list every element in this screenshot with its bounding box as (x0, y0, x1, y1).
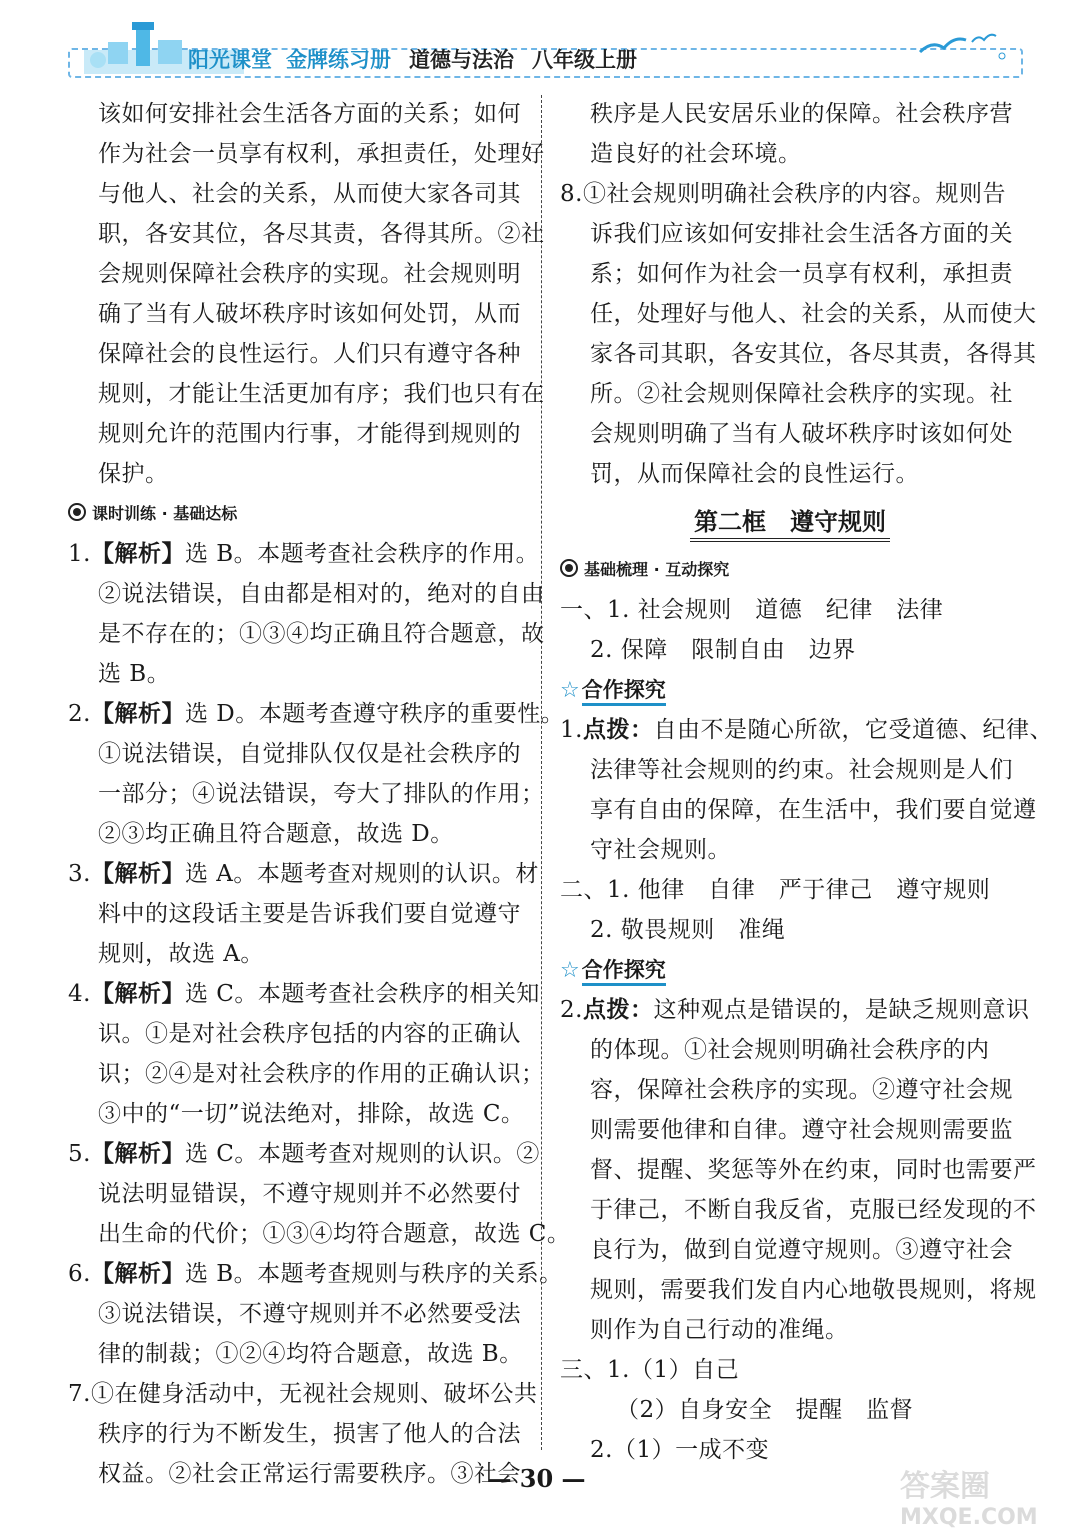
svg-text:答案圈: 答案圈 (900, 1469, 990, 1504)
text-line: 出生命的代价；①③④均符合题意，故选 C。 (98, 1221, 571, 1247)
answer-item (68, 534, 538, 574)
text-line: 作为社会一员享有权利，承担责任，处理好 (98, 141, 545, 167)
coop-label: 合作探究 (582, 678, 666, 706)
text-line: 所。②社会规则保障社会秩序的实现。社 (590, 381, 1013, 407)
answer-item: 8.①社会规则明确社会秩序的内容。规则告 (560, 181, 1006, 207)
answer-item (68, 1374, 538, 1414)
item-number: 3. (68, 861, 91, 887)
hint-tag: 点拨： (582, 716, 654, 743)
text-line: 职，各安其位，各尽其责，各得其所。②社 (98, 221, 545, 247)
analysis-tag: 【解析】 (90, 860, 185, 887)
text-line: 罚，从而保障社会的良性运行。 (590, 461, 919, 487)
page-number: — 30 — (487, 1464, 586, 1493)
item-text: ①在健身活动中，无视社会规则、破坏公共 (90, 1381, 538, 1407)
text-line: 享有自由的保障，在生活中，我们要自觉遵 (590, 797, 1037, 823)
text-line: 三、1.（1）自己 (560, 1357, 740, 1383)
text-line: 料中的这段话主要是告诉我们要自觉遵守 (98, 901, 521, 927)
text-line: 督、提醒、奖惩等外在约束，同时也需要严 (590, 1157, 1037, 1183)
text-line: ③说法错误，不遵守规则并不必然要受法 (98, 1301, 521, 1327)
text-line: 二、1. 他律 自律 严于律己 遵守规则 (560, 877, 991, 903)
frame-title-text: 第二框 遵守规则 (690, 508, 890, 542)
text-line: 会规则明确了当有人破坏秩序时该如何处 (590, 421, 1013, 447)
text-line: 造良好的社会环境。 (590, 141, 802, 167)
item-number: 5. (68, 1141, 91, 1167)
svg-text:MXQE.COM: MXQE.COM (900, 1505, 1038, 1530)
text-line: 识。①是对社会秩序包括的内容的正确认 (98, 1021, 521, 1047)
item-text: 这种观点是错误的，是缺乏规则意识 (653, 997, 1030, 1023)
text-line: 2.（1）一成不变 (590, 1437, 770, 1463)
item-number: 4. (68, 981, 91, 1007)
analysis-tag: 【解析】 (90, 1140, 185, 1167)
analysis-tag: 【解析】 (90, 540, 185, 567)
text-line: 容，保障社会秩序的实现。②遵守社会规 (590, 1077, 1013, 1103)
section-heading-practice (68, 494, 538, 534)
answer-item (560, 990, 1030, 1030)
text-line: 与他人、社会的关系，从而使大家各司其 (98, 181, 521, 207)
item-number: 6. (68, 1261, 91, 1287)
text-line: 保护。 (98, 461, 169, 487)
left-column (68, 94, 571, 1494)
bullet-icon (560, 559, 578, 577)
text-line: 一部分；④说法错误，夸大了排队的作用； (98, 781, 545, 807)
text-line: 法律等社会规则的约束。社会规则是人们 (590, 757, 1013, 783)
header-title (188, 44, 637, 74)
bullet-icon (68, 503, 86, 521)
header-subject: 道德与法治 (409, 48, 514, 72)
section-title: 基础梳理 · 互动探究 (584, 560, 730, 579)
item-text: 选 A。本题考查对规则的认识。材 (184, 861, 539, 887)
text-line: 会规则保障社会秩序的实现。社会规则明 (98, 261, 521, 287)
text-line: 权益。②社会正常运行需要秩序。③社会 (98, 1461, 521, 1487)
text-line: 说法明显错误，不遵守规则并不必然要付 (98, 1181, 521, 1207)
text-line: ③中的“一切”说法绝对，排除，故选 C。 (98, 1101, 525, 1127)
text-line: 规则，才能让生活更加有序；我们也只有在 (98, 381, 545, 407)
answer-item (68, 1254, 563, 1294)
analysis-tag: 【解析】 (90, 700, 185, 727)
analysis-tag: 【解析】 (90, 980, 185, 1007)
text-line: 则需要他律和自律。遵守社会规则需要监 (590, 1117, 1013, 1143)
text-line: 是不存在的；①③④均正确且符合题意，故 (98, 621, 545, 647)
item-number: 2. (560, 997, 583, 1023)
text-line: 则作为自己行动的准绳。 (590, 1317, 849, 1343)
watermark-logo-icon (880, 1460, 1060, 1530)
text-line: 2. 保障 限制自由 边界 (590, 637, 856, 663)
star-icon: ☆ (560, 678, 580, 703)
text-line: 该如何安排社会生活各方面的关系；如何 (98, 101, 521, 127)
coop-heading (560, 950, 1020, 990)
item-text: 选 C。本题考查社会秩序的相关知 (184, 981, 540, 1007)
text-line: 秩序的行为不断发生，损害了他人的合法 (98, 1421, 521, 1447)
text-line: 选 B。 (98, 661, 171, 687)
text-line: 于律己，不断自我反省，克服已经发现的不 (590, 1197, 1037, 1223)
text-line: 2. 敬畏规则 准绳 (590, 917, 786, 943)
text-line: ②说法错误，自由都是相对的，绝对的自由 (98, 581, 545, 607)
text-line: 规则允许的范围内行事，才能得到规则的 (98, 421, 521, 447)
text-line: 家各司其职，各安其位，各尽其责，各得其 (590, 341, 1037, 367)
hint-tag: 点拨： (582, 996, 654, 1023)
item-number: 7. (68, 1381, 91, 1407)
coop-label: 合作探究 (582, 958, 666, 986)
right-column (560, 94, 1053, 1470)
item-number: 1. (560, 717, 583, 743)
section-title: 课时训练 · 基础达标 (92, 504, 238, 523)
coop-heading (560, 670, 1020, 710)
text-line: 识；②④是对社会秩序的作用的正确认识； (98, 1061, 545, 1087)
text-line: 守社会规则。 (590, 837, 731, 863)
text-line: 任，处理好与他人、社会的关系，从而使大 (590, 301, 1037, 327)
analysis-tag: 【解析】 (90, 1260, 185, 1287)
text-line: ②③均正确且符合题意，故选 D。 (98, 821, 454, 847)
header-grade: 八年级上册 (532, 48, 637, 72)
frame-title (560, 494, 1020, 550)
text-line: ①说法错误，自觉排队仅仅是社会秩序的 (98, 741, 521, 767)
birds-icon (910, 22, 1010, 62)
text-line: 诉我们应该如何安排社会生活各方面的关 (590, 221, 1013, 247)
text-line: 规则，故选 A。 (98, 941, 264, 967)
item-text: 选 C。本题考查对规则的认识。② (184, 1141, 540, 1167)
star-icon: ☆ (560, 958, 580, 983)
answer-item (68, 694, 565, 734)
text-line: 规则，需要我们发自内心地敬畏规则，将规 (590, 1277, 1037, 1303)
page-header (68, 20, 1023, 82)
answer-item (68, 974, 538, 1014)
item-text: 自由不是随心所欲，它受道德、纪律、 (653, 717, 1053, 743)
text-line: 系；如何作为社会一员享有权利，承担责 (590, 261, 1013, 287)
text-line: 律的制裁；①②④均符合题意，故选 B。 (98, 1341, 523, 1367)
text-line: 良行为，做到自觉遵守规则。③遵守社会 (590, 1237, 1013, 1263)
header-brand1: 阳光课堂 (188, 48, 272, 72)
item-text: 选 B。本题考查规则与秩序的关系。 (184, 1261, 563, 1287)
answer-item (68, 1134, 538, 1174)
item-text: 选 B。本题考查社会秩序的作用。 (184, 541, 540, 567)
text-line: 保障社会的良性运行。人们只有遵守各种 (98, 341, 521, 367)
section-heading-review (560, 550, 1020, 590)
text-line: （2）自身安全 提醒 监督 (616, 1397, 914, 1423)
text-line: 秩序是人民安居乐业的保障。社会秩序营 (590, 101, 1013, 127)
item-text: 选 D。本题考查遵守秩序的重要性。 (184, 701, 565, 727)
answer-item (68, 854, 538, 894)
item-number: 1. (68, 541, 91, 567)
text-line: 一、1. 社会规则 道德 纪律 法律 (560, 597, 944, 623)
text-line: 的体现。①社会规则明确社会秩序的内 (590, 1037, 990, 1063)
header-brand2: 金牌练习册 (286, 48, 391, 72)
text-line: 确了当有人破坏秩序时该如何处罚，从而 (98, 301, 521, 327)
item-number: 2. (68, 701, 91, 727)
answer-item (560, 710, 1053, 750)
